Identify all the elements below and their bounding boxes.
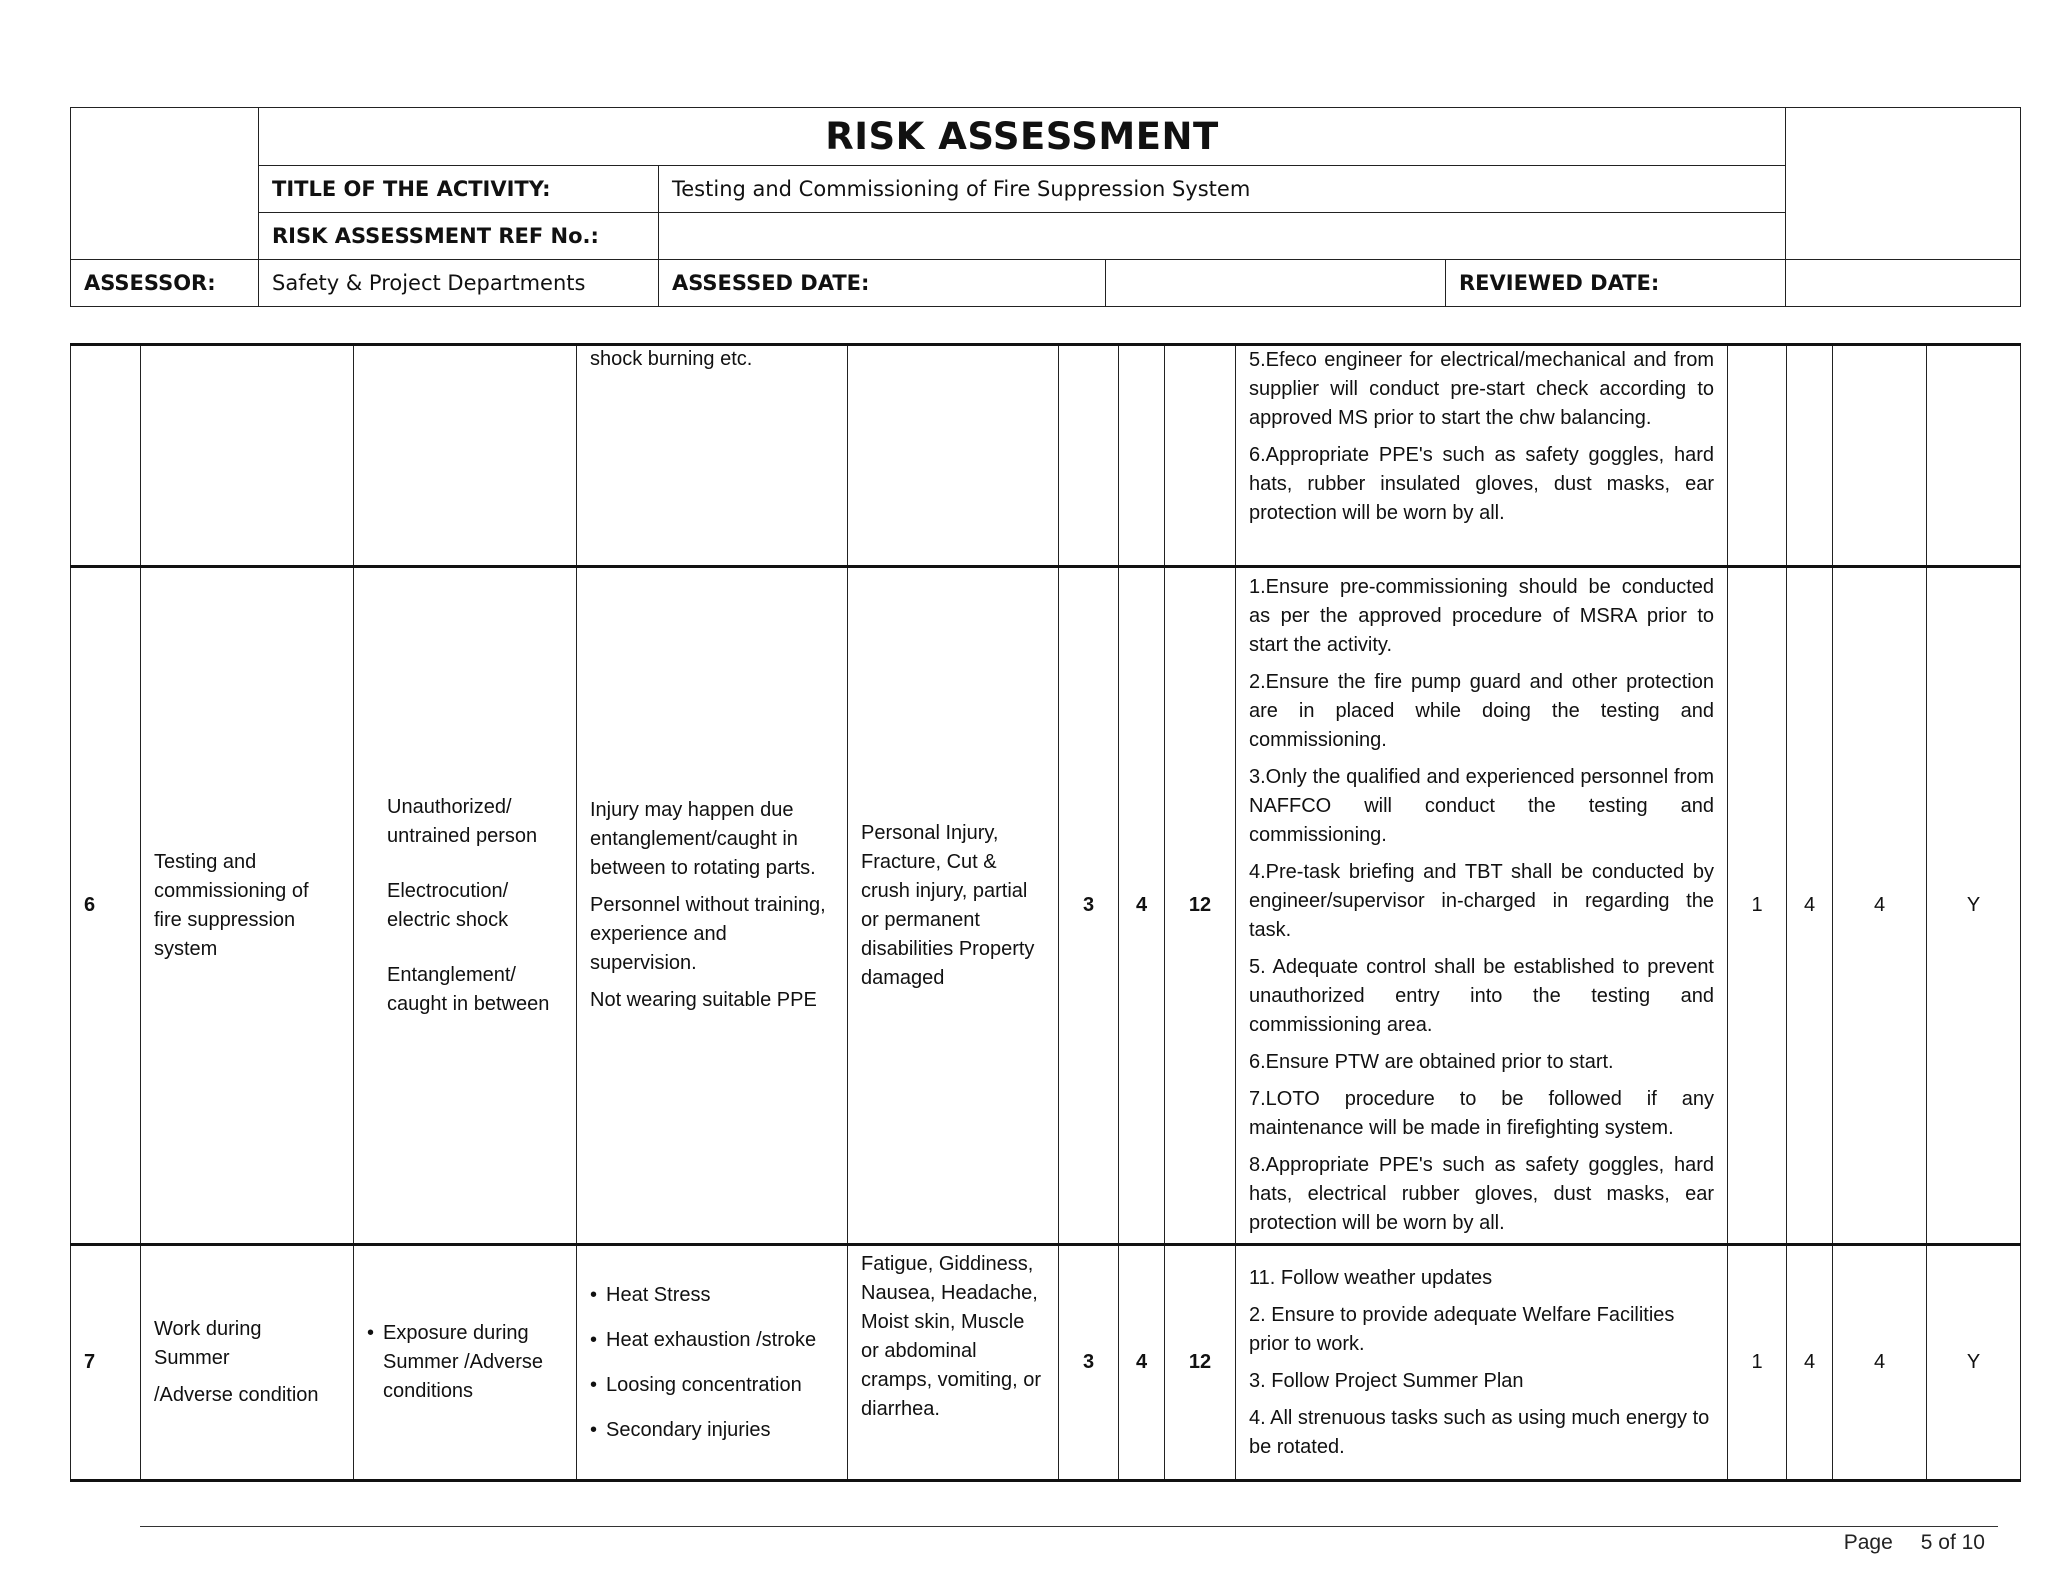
control-item: 2.Ensure the fire pump guard and other protection are in placed while doing the testing and commissioning.: [1249, 671, 1714, 751]
logo-cell-right: [1786, 108, 2021, 260]
logo-cell-left: [71, 108, 259, 260]
activity-cell: Testing and commissioning of fire suppression system: [141, 567, 354, 1245]
initial-severity: 3: [1059, 1245, 1119, 1481]
control-item: 5.Efeco engineer for electrical/mechanical and from supplier will conduct pre-start check according to approved MS prior to start the chw balancing.: [1249, 349, 1714, 429]
header-table: [70, 107, 2021, 307]
assessed-date-value: [1106, 260, 1446, 307]
cause-cell: [577, 567, 848, 1245]
control-item: 6.Appropriate PPE's such as safety goggles, hard hats, rubber insulated gloves, dust masks, ear protection will be worn by all.: [1249, 444, 1714, 524]
activity-line: /Adverse condition: [154, 1384, 319, 1406]
hazard-item: • Exposure during Summer /Adverse conditions: [367, 1319, 563, 1406]
effect-cell: Fatigue, Giddiness, Nausea, Headache, Moist skin, Muscle or abdominal cramps, vomiting, or diarrhea.: [848, 1245, 1059, 1481]
activity-cell: [141, 345, 354, 567]
control-item: 5. Adequate control shall be established to prevent unauthorized entry into the testing and commissioning area.: [1249, 956, 1714, 1036]
control-item: 6.Ensure PTW are obtained prior to start.: [1249, 1051, 1614, 1073]
hazard-item: Unauthorized/ untrained person: [387, 795, 538, 847]
cause-item: Personnel without training, experience and supervision.: [590, 894, 826, 974]
page-title: RISK ASSESSMENT: [259, 108, 1786, 166]
initial-risk: 12: [1165, 567, 1236, 1245]
residual-risk: 4: [1833, 1245, 1927, 1481]
initial-severity: [1059, 345, 1119, 567]
cause-item: • Heat Stress: [590, 1281, 834, 1310]
effect-cell: [848, 345, 1059, 567]
activity-cell: [141, 1245, 354, 1481]
hazard-cell: [354, 345, 577, 567]
cause-cell: shock burning etc.: [577, 345, 848, 567]
control-item: 3. Follow Project Summer Plan: [1249, 1369, 1524, 1392]
cause-item: • Loosing concentration: [590, 1371, 834, 1400]
residual-likelihood: 4: [1787, 567, 1833, 1245]
hazard-item: Entanglement/ caught in between: [387, 963, 550, 1015]
control-item: 4.Pre-task briefing and TBT shall be conducted by engineer/supervisor in-charged in regarding the task.: [1249, 861, 1714, 941]
page-label: Page: [1843, 1531, 1893, 1554]
initial-likelihood: 4: [1119, 567, 1165, 1245]
control-item: 3.Only the qualified and experienced personnel from NAFFCO will conduct the testing and commissioning.: [1249, 766, 1714, 846]
residual-likelihood: [1787, 345, 1833, 567]
row-number: 7: [71, 1245, 141, 1481]
cause-item: • Heat exhaustion /stroke: [590, 1326, 834, 1355]
effect-cell: Personal Injury, Fracture, Cut & crush injury, partial or permanent disabilities Property damaged: [848, 567, 1059, 1245]
cause-item: Not wearing suitable PPE: [590, 989, 817, 1011]
table-row: [71, 345, 2021, 567]
cause-list: [590, 1281, 834, 1445]
control-item: 8.Appropriate PPE's such as safety goggles, hard hats, electrical rubber gloves, dust masks, ear protection will be worn by all.: [1249, 1154, 1714, 1234]
activity-value: Testing and Commissioning of Fire Suppression System: [659, 166, 1786, 213]
residual-likelihood: 4: [1787, 1245, 1833, 1481]
risk-table: [70, 343, 2021, 1482]
row-number: [71, 345, 141, 567]
residual-severity: [1728, 345, 1787, 567]
activity-line: Work during Summer: [154, 1318, 262, 1369]
initial-likelihood: [1119, 345, 1165, 567]
row-number: 6: [71, 567, 141, 1245]
acceptable: [1927, 345, 2021, 567]
page-number: 5 of 10: [1920, 1531, 1985, 1554]
residual-severity: 1: [1728, 567, 1787, 1245]
hazard-cell: [354, 1245, 577, 1481]
acceptable: Y: [1927, 1245, 2021, 1481]
ref-value: [659, 213, 1786, 260]
controls-cell: [1236, 345, 1728, 567]
cause-cell: [577, 1245, 848, 1481]
control-item: 2. Ensure to provide adequate Welfare Facilities prior to work.: [1249, 1303, 1675, 1355]
initial-severity: 3: [1059, 567, 1119, 1245]
control-item: 11. Follow weather updates: [1249, 1266, 1493, 1289]
residual-severity: 1: [1728, 1245, 1787, 1481]
controls-cell: [1236, 567, 1728, 1245]
cause-item: Injury may happen due entanglement/caught in between to rotating parts.: [590, 799, 816, 879]
footer-divider: [140, 1526, 1998, 1527]
initial-likelihood: 4: [1119, 1245, 1165, 1481]
ref-label: RISK ASSESSMENT REF No.:: [259, 213, 659, 260]
table-row: [71, 1245, 2021, 1481]
acceptable: Y: [1927, 567, 2021, 1245]
residual-risk: 4: [1833, 567, 1927, 1245]
residual-risk: [1833, 345, 1927, 567]
assessor-value: Safety & Project Departments: [259, 260, 659, 307]
hazard-list: [367, 1319, 563, 1406]
assessor-label: ASSESSOR:: [71, 260, 259, 307]
page-footer: [1844, 1531, 1985, 1555]
controls-cell: [1236, 1245, 1728, 1481]
control-item: 4. All strenuous tasks such as using much energy to be rotated.: [1249, 1406, 1710, 1458]
activity-label: TITLE OF THE ACTIVITY:: [259, 166, 659, 213]
assessed-date-label: ASSESSED DATE:: [659, 260, 1106, 307]
control-item: 1.Ensure pre-commissioning should be conducted as per the approved procedure of MSRA prior to start the activity.: [1249, 576, 1714, 656]
hazard-cell: [354, 567, 577, 1245]
hazard-item: Electrocution/ electric shock: [387, 879, 509, 931]
control-item: 7.LOTO procedure to be followed if any maintenance will be made in firefighting system.: [1249, 1088, 1714, 1139]
reviewed-date-value: [1786, 260, 2021, 307]
table-row: [71, 567, 2021, 1245]
reviewed-date-label: REVIEWED DATE:: [1446, 260, 1786, 307]
initial-risk: 12: [1165, 1245, 1236, 1481]
cause-item: • Secondary injuries: [590, 1416, 834, 1445]
initial-risk: [1165, 345, 1236, 567]
